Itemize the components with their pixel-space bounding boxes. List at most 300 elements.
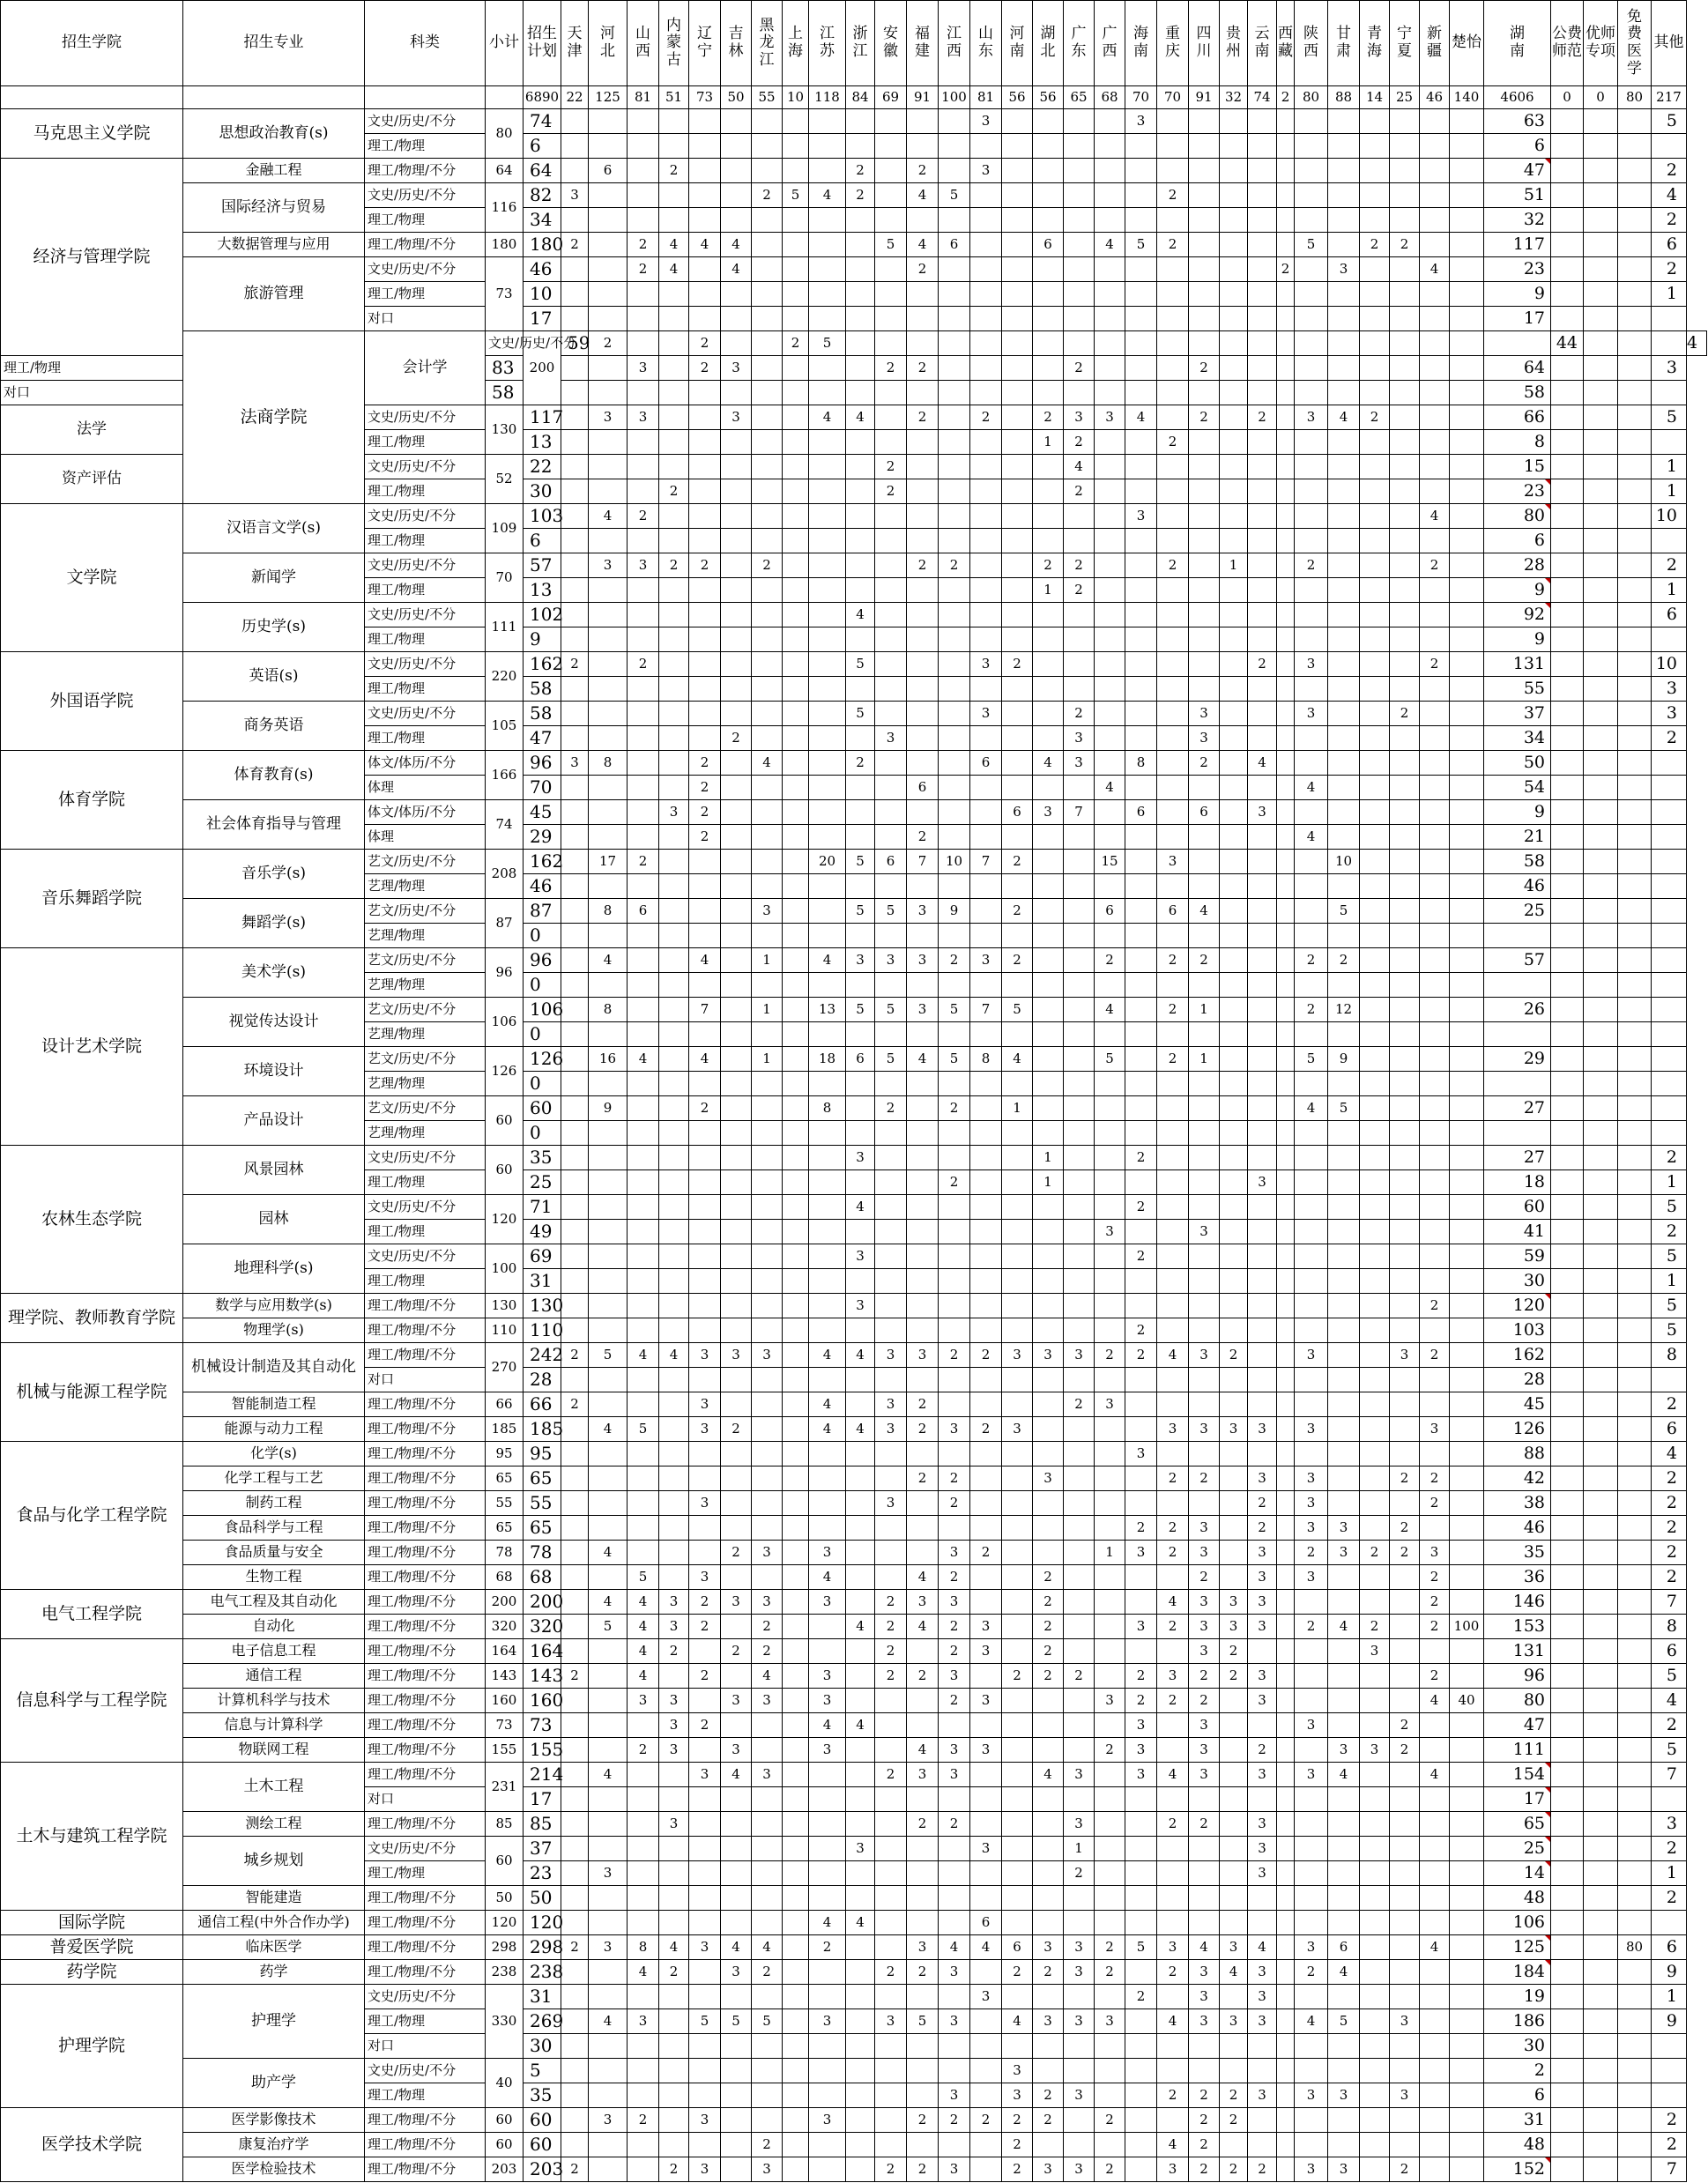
mianfei-cell xyxy=(1618,850,1652,874)
province-quota-cell xyxy=(561,1639,589,1664)
province-quota-cell xyxy=(783,1170,809,1195)
other-cell xyxy=(1652,776,1687,800)
hunan-cell: 88 xyxy=(1484,1442,1551,1466)
province-quota-cell xyxy=(1277,677,1295,702)
province-quota-cell xyxy=(721,1294,752,1318)
province-quota-cell xyxy=(970,1565,1002,1590)
category-cell: 文史/历史/不分 xyxy=(365,455,486,479)
province-quota-cell xyxy=(1033,455,1064,479)
province-quota-cell: 2 xyxy=(1157,183,1189,208)
province-quota-cell: 3 xyxy=(875,2009,907,2034)
plan-cell: 64 xyxy=(524,159,561,183)
gongfei-cell xyxy=(1551,159,1584,183)
header-province: 重 庆 xyxy=(1157,1,1189,86)
province-quota-cell: 3 xyxy=(752,1541,783,1565)
province-quota-cell: 1 xyxy=(1033,578,1064,603)
province-quota-cell: 4 xyxy=(1220,1960,1248,1985)
province-quota-cell xyxy=(1095,2133,1125,2157)
other-cell xyxy=(1652,998,1687,1022)
province-quota-cell xyxy=(907,430,939,455)
province-quota-cell: 5 xyxy=(846,899,875,924)
province-quota-cell xyxy=(1157,776,1189,800)
province-quota-cell xyxy=(875,1812,907,1837)
province-quota-cell: 3 xyxy=(1189,1541,1220,1565)
province-quota-cell xyxy=(1277,627,1295,652)
province-quota-cell: 2 xyxy=(846,159,875,183)
mianfei-cell xyxy=(1618,233,1652,257)
totals-province: 2 xyxy=(1277,86,1295,109)
province-quota-cell: 4 xyxy=(589,2009,628,2034)
subtotal-cell: 50 xyxy=(486,1886,524,1911)
plan-cell: 71 xyxy=(524,1195,561,1220)
subtotal-cell: 231 xyxy=(486,1763,524,1812)
province-quota-cell xyxy=(628,1072,659,1096)
province-quota-cell: 2 xyxy=(1220,1639,1248,1664)
province-quota-cell xyxy=(875,1368,907,1392)
province-quota-cell xyxy=(846,1861,875,1886)
province-quota-cell xyxy=(628,183,659,208)
province-quota-cell xyxy=(752,1072,783,1096)
major-name-cell: 智能建造 xyxy=(183,1886,365,1911)
province-quota-cell: 2 xyxy=(1033,2083,1064,2108)
totals-blank xyxy=(486,86,524,109)
major-name-cell: 电气工程及其自动化 xyxy=(183,1590,365,1615)
subtotal-cell: 85 xyxy=(486,1812,524,1837)
province-quota-cell: 2 xyxy=(1277,257,1295,282)
chuyi-cell xyxy=(1450,2157,1484,2182)
province-quota-cell: 4 xyxy=(1189,899,1220,924)
province-quota-cell: 6 xyxy=(875,850,907,874)
province-quota-cell xyxy=(1157,627,1189,652)
province-quota-cell xyxy=(875,159,907,183)
province-quota-cell xyxy=(1033,1096,1064,1121)
mianfei-cell xyxy=(1618,627,1652,652)
province-quota-cell xyxy=(721,973,752,998)
province-quota-cell xyxy=(1390,1096,1420,1121)
province-quota-cell xyxy=(1033,159,1064,183)
totals-province: 56 xyxy=(1033,86,1064,109)
province-quota-cell xyxy=(1360,282,1390,307)
other-cell: 2 xyxy=(1652,208,1687,233)
province-quota-cell: 3 xyxy=(1033,1466,1064,1491)
province-quota-cell: 3 xyxy=(1064,751,1095,776)
province-quota-cell xyxy=(721,603,752,627)
province-quota-cell xyxy=(1277,1861,1295,1886)
province-quota-cell xyxy=(689,1886,721,1911)
province-quota-cell xyxy=(1095,183,1125,208)
mianfei-cell xyxy=(1618,776,1652,800)
province-quota-cell xyxy=(1248,603,1277,627)
other-cell: 9 xyxy=(1652,2009,1687,2034)
province-quota-cell xyxy=(1095,1466,1125,1491)
province-quota-cell xyxy=(907,1318,939,1343)
province-quota-cell xyxy=(1328,2059,1360,2083)
youshi-cell xyxy=(1584,2083,1618,2108)
province-quota-cell xyxy=(970,924,1002,948)
province-quota-cell: 2 xyxy=(875,1639,907,1664)
province-quota-cell: 2 xyxy=(1390,2157,1420,2182)
province-quota-cell xyxy=(1295,282,1328,307)
province-quota-cell xyxy=(1295,578,1328,603)
province-quota-cell xyxy=(659,1787,689,1812)
subtotal-cell: 95 xyxy=(486,1442,524,1466)
province-quota-cell xyxy=(970,1269,1002,1294)
youshi-cell xyxy=(1584,1442,1618,1466)
province-quota-cell xyxy=(1064,504,1095,529)
header-province: 上 海 xyxy=(783,1,809,86)
province-quota-cell xyxy=(589,825,628,850)
plan-cell: 13 xyxy=(524,578,561,603)
province-quota-cell: 3 xyxy=(809,1664,846,1689)
province-quota-cell xyxy=(1295,603,1328,627)
province-quota-cell xyxy=(939,282,970,307)
other-cell xyxy=(1652,973,1687,998)
province-quota-cell: 2 xyxy=(939,1170,970,1195)
province-quota-cell xyxy=(970,2083,1002,2108)
province-quota-cell xyxy=(1420,1787,1450,1812)
plan-cell: 269 xyxy=(524,2009,561,2034)
gongfei-cell xyxy=(1551,1787,1584,1812)
gongfei-cell xyxy=(1551,874,1584,899)
province-quota-cell xyxy=(1420,479,1450,504)
province-quota-cell xyxy=(1189,1269,1220,1294)
major-name-cell: 法学 xyxy=(1,405,183,455)
youshi-cell xyxy=(1584,702,1618,726)
province-quota-cell: 5 xyxy=(875,1047,907,1072)
mianfei-cell xyxy=(1618,1960,1652,1985)
category-cell: 理工/物理/不分 xyxy=(365,1689,486,1713)
province-quota-cell: 2 xyxy=(1420,1664,1450,1689)
province-quota-cell xyxy=(589,603,628,627)
province-quota-cell xyxy=(689,1639,721,1664)
province-quota-cell: 4 xyxy=(628,1047,659,1072)
province-quota-cell xyxy=(1360,2157,1390,2182)
table-row xyxy=(1,751,1707,776)
province-quota-cell xyxy=(1157,1392,1189,1417)
province-quota-cell: 2 xyxy=(907,159,939,183)
province-quota-cell xyxy=(1360,973,1390,998)
province-quota-cell xyxy=(1248,1318,1277,1343)
province-quota-cell xyxy=(875,1244,907,1269)
province-quota-cell xyxy=(1328,652,1360,677)
province-quota-cell xyxy=(1095,1022,1125,1047)
province-quota-cell xyxy=(1033,1442,1064,1466)
province-quota-cell xyxy=(1033,1985,1064,2009)
province-quota-cell: 2 xyxy=(1157,1541,1189,1565)
plan-cell: 29 xyxy=(524,825,561,850)
other-cell: 2 xyxy=(1652,1146,1687,1170)
province-quota-cell xyxy=(783,134,809,159)
youshi-cell xyxy=(1584,899,1618,924)
province-quota-cell xyxy=(1220,627,1248,652)
province-quota-cell xyxy=(939,1837,970,1861)
gongfei-cell xyxy=(1551,504,1584,529)
province-quota-cell xyxy=(689,2083,721,2108)
gongfei-cell xyxy=(1551,1861,1584,1886)
major-name-cell: 旅游管理 xyxy=(183,257,365,331)
province-quota-cell xyxy=(783,874,809,899)
province-quota-cell: 2 xyxy=(689,1590,721,1615)
province-quota-cell: 2 xyxy=(1002,1664,1033,1689)
hunan-cell: 18 xyxy=(1484,1170,1551,1195)
province-quota-cell xyxy=(1220,356,1248,381)
province-quota-cell xyxy=(1295,924,1328,948)
province-quota-cell xyxy=(1220,800,1248,825)
province-quota-cell xyxy=(1125,479,1157,504)
province-quota-cell xyxy=(1360,1121,1390,1146)
province-quota-cell xyxy=(1277,1985,1295,2009)
province-quota-cell: 5 xyxy=(752,2009,783,2034)
hunan-cell: 59 xyxy=(1484,1244,1551,1269)
province-quota-cell xyxy=(1002,1713,1033,1738)
province-quota-cell xyxy=(1033,776,1064,800)
province-quota-cell xyxy=(1360,1022,1390,1047)
province-quota-cell xyxy=(1002,159,1033,183)
province-quota-cell xyxy=(875,1516,907,1541)
province-quota-cell xyxy=(589,973,628,998)
province-quota-cell: 2 xyxy=(1157,233,1189,257)
province-quota-cell xyxy=(589,1837,628,1861)
province-quota-cell: 5 xyxy=(875,998,907,1022)
province-quota-cell xyxy=(1064,1466,1095,1491)
province-quota-cell: 3 xyxy=(689,1343,721,1368)
province-quota-cell xyxy=(1064,973,1095,998)
province-quota-cell: 2 xyxy=(1002,948,1033,973)
mianfei-cell xyxy=(1618,479,1652,504)
province-quota-cell xyxy=(783,1392,809,1417)
province-quota-cell xyxy=(1125,356,1157,381)
province-quota-cell xyxy=(1095,282,1125,307)
header-province: 宁 夏 xyxy=(1390,1,1420,86)
province-quota-cell: 2 xyxy=(1157,553,1189,578)
table-row xyxy=(1,1886,1707,1911)
province-quota-cell xyxy=(1420,702,1450,726)
other-cell xyxy=(1652,381,1687,405)
other-cell: 4 xyxy=(1687,331,1707,356)
province-quota-cell xyxy=(783,1886,809,1911)
plan-cell: 200 xyxy=(524,1590,561,1615)
province-quota-cell xyxy=(1064,825,1095,850)
province-quota-cell xyxy=(1064,381,1095,405)
province-quota-cell xyxy=(1220,1812,1248,1837)
province-quota-cell: 3 xyxy=(1002,1417,1033,1442)
province-quota-cell xyxy=(659,1121,689,1146)
province-quota-cell xyxy=(1390,973,1420,998)
province-quota-cell xyxy=(970,578,1002,603)
province-quota-cell xyxy=(561,1318,589,1343)
totals-blank xyxy=(365,86,486,109)
province-quota-cell xyxy=(1002,1861,1033,1886)
province-quota-cell xyxy=(846,1121,875,1146)
chuyi-cell xyxy=(1450,2108,1484,2133)
province-quota-cell xyxy=(1220,159,1248,183)
province-quota-cell xyxy=(1328,1146,1360,1170)
province-quota-cell: 4 xyxy=(809,1343,846,1368)
chuyi-cell xyxy=(1450,257,1484,282)
province-quota-cell: 2 xyxy=(659,1960,689,1985)
province-quota-cell xyxy=(939,430,970,455)
gongfei-cell xyxy=(1551,1220,1584,1244)
mianfei-cell xyxy=(1618,1121,1652,1146)
plan-cell: 17 xyxy=(524,1787,561,1812)
province-quota-cell xyxy=(659,109,689,134)
province-quota-cell xyxy=(1295,1318,1328,1343)
province-quota-cell: 3 xyxy=(628,356,659,381)
province-quota-cell: 3 xyxy=(1125,109,1157,134)
province-quota-cell: 3 xyxy=(1248,1590,1277,1615)
plan-cell: 162 xyxy=(524,850,561,874)
province-quota-cell xyxy=(1220,924,1248,948)
province-quota-cell xyxy=(589,1812,628,1837)
youshi-cell xyxy=(1584,2009,1618,2034)
header-province: 陕 西 xyxy=(1295,1,1328,86)
province-quota-cell: 2 xyxy=(1295,1615,1328,1639)
province-quota-cell xyxy=(1220,282,1248,307)
province-quota-cell xyxy=(1033,1195,1064,1220)
province-quota-cell xyxy=(628,479,659,504)
province-quota-cell xyxy=(783,356,809,381)
province-quota-cell xyxy=(1125,726,1157,751)
province-quota-cell xyxy=(1157,1096,1189,1121)
totals-province: 125 xyxy=(589,86,628,109)
province-quota-cell xyxy=(1095,307,1125,331)
table-row xyxy=(1,1541,1707,1565)
province-quota-cell xyxy=(1360,1664,1390,1689)
province-quota-cell xyxy=(1328,1466,1360,1491)
province-quota-cell xyxy=(1095,578,1125,603)
subtotal-cell: 105 xyxy=(486,702,524,751)
province-quota-cell xyxy=(939,2059,970,2083)
college-name-cell: 电气工程学院 xyxy=(1,1590,183,1639)
mianfei-cell xyxy=(1618,825,1652,850)
youshi-cell xyxy=(1584,1146,1618,1170)
province-quota-cell xyxy=(846,529,875,553)
province-quota-cell xyxy=(1248,973,1277,998)
province-quota-cell xyxy=(1033,208,1064,233)
province-quota-cell xyxy=(1328,702,1360,726)
hunan-cell: 46 xyxy=(1484,874,1551,899)
province-quota-cell: 4 xyxy=(1295,776,1328,800)
province-quota-cell xyxy=(1064,1565,1095,1590)
subtotal-cell: 65 xyxy=(486,1466,524,1491)
mianfei-cell xyxy=(1618,1664,1652,1689)
province-quota-cell xyxy=(689,627,721,652)
major-name-cell: 生物工程 xyxy=(183,1565,365,1590)
province-quota-cell xyxy=(939,1195,970,1220)
province-quota-cell xyxy=(1360,2034,1390,2059)
province-quota-cell: 2 xyxy=(939,553,970,578)
province-quota-cell xyxy=(1390,1935,1420,1960)
province-quota-cell xyxy=(970,257,1002,282)
chuyi-cell xyxy=(1450,2009,1484,2034)
province-quota-cell xyxy=(846,627,875,652)
province-quota-cell xyxy=(809,109,846,134)
chuyi-cell xyxy=(1450,1466,1484,1491)
other-cell xyxy=(1652,1096,1687,1121)
province-quota-cell xyxy=(659,208,689,233)
province-quota-cell xyxy=(846,1516,875,1541)
province-quota-cell xyxy=(689,1960,721,1985)
province-quota-cell xyxy=(561,1368,589,1392)
header-province: 广 东 xyxy=(1064,1,1095,86)
mianfei-cell: 80 xyxy=(1618,1935,1652,1960)
hunan-cell: 27 xyxy=(1484,1146,1551,1170)
subtotal-cell: 180 xyxy=(486,233,524,257)
province-quota-cell xyxy=(589,183,628,208)
province-quota-cell xyxy=(1095,257,1125,282)
province-quota-cell xyxy=(1390,603,1420,627)
category-cell: 艺文/历史/不分 xyxy=(365,850,486,874)
province-quota-cell xyxy=(1157,603,1189,627)
province-quota-cell xyxy=(1157,874,1189,899)
subtotal-cell: 166 xyxy=(486,751,524,800)
gongfei-cell xyxy=(1551,553,1584,578)
province-quota-cell xyxy=(907,1072,939,1096)
province-quota-cell xyxy=(689,455,721,479)
province-quota-cell: 2 xyxy=(1390,1541,1420,1565)
province-quota-cell xyxy=(1295,973,1328,998)
gongfei-cell xyxy=(1551,1392,1584,1417)
province-quota-cell xyxy=(752,1417,783,1442)
other-cell xyxy=(1652,825,1687,850)
province-quota-cell: 3 xyxy=(907,998,939,1022)
province-quota-cell xyxy=(1420,1244,1450,1269)
province-quota-cell xyxy=(1220,2133,1248,2157)
province-quota-cell: 3 xyxy=(809,1689,846,1713)
plan-cell: 58 xyxy=(486,381,524,405)
other-cell: 2 xyxy=(1652,2133,1687,2157)
province-quota-cell xyxy=(1002,405,1033,430)
hunan-cell: 103 xyxy=(1484,1318,1551,1343)
province-quota-cell xyxy=(628,1466,659,1491)
province-quota-cell xyxy=(1095,356,1125,381)
province-quota-cell: 5 xyxy=(939,998,970,1022)
province-quota-cell: 2 xyxy=(1125,1343,1157,1368)
province-quota-cell xyxy=(1390,899,1420,924)
province-quota-cell xyxy=(1420,159,1450,183)
province-quota-cell: 2 xyxy=(1064,578,1095,603)
youshi-cell xyxy=(1584,1960,1618,1985)
province-quota-cell: 5 xyxy=(875,233,907,257)
province-quota-cell xyxy=(1064,1886,1095,1911)
province-quota-cell xyxy=(1220,233,1248,257)
plan-cell: 5 xyxy=(524,2059,561,2083)
subtotal-cell: 185 xyxy=(486,1417,524,1442)
plan-cell: 120 xyxy=(524,1911,561,1935)
province-quota-cell xyxy=(1033,2133,1064,2157)
province-quota-cell xyxy=(1095,2059,1125,2083)
province-quota-cell xyxy=(1125,1787,1157,1812)
province-quota-cell xyxy=(628,208,659,233)
plan-cell: 23 xyxy=(524,1861,561,1886)
province-quota-cell xyxy=(1002,1911,1033,1935)
province-quota-cell: 2 xyxy=(752,183,783,208)
province-quota-cell xyxy=(1157,1195,1189,1220)
province-quota-cell xyxy=(1095,973,1125,998)
province-quota-cell: 2 xyxy=(689,1713,721,1738)
subtotal-cell: 120 xyxy=(486,1195,524,1244)
province-quota-cell xyxy=(1277,578,1295,603)
province-quota-cell xyxy=(1125,2034,1157,2059)
province-quota-cell xyxy=(1420,405,1450,430)
category-cell: 理工/物理/不分 xyxy=(365,1294,486,1318)
province-quota-cell xyxy=(1157,109,1189,134)
category-cell: 体理 xyxy=(365,825,486,850)
province-quota-cell xyxy=(939,455,970,479)
hunan-cell: 9 xyxy=(1484,578,1551,603)
subtotal-cell: 160 xyxy=(486,1689,524,1713)
province-quota-cell xyxy=(1420,726,1450,751)
